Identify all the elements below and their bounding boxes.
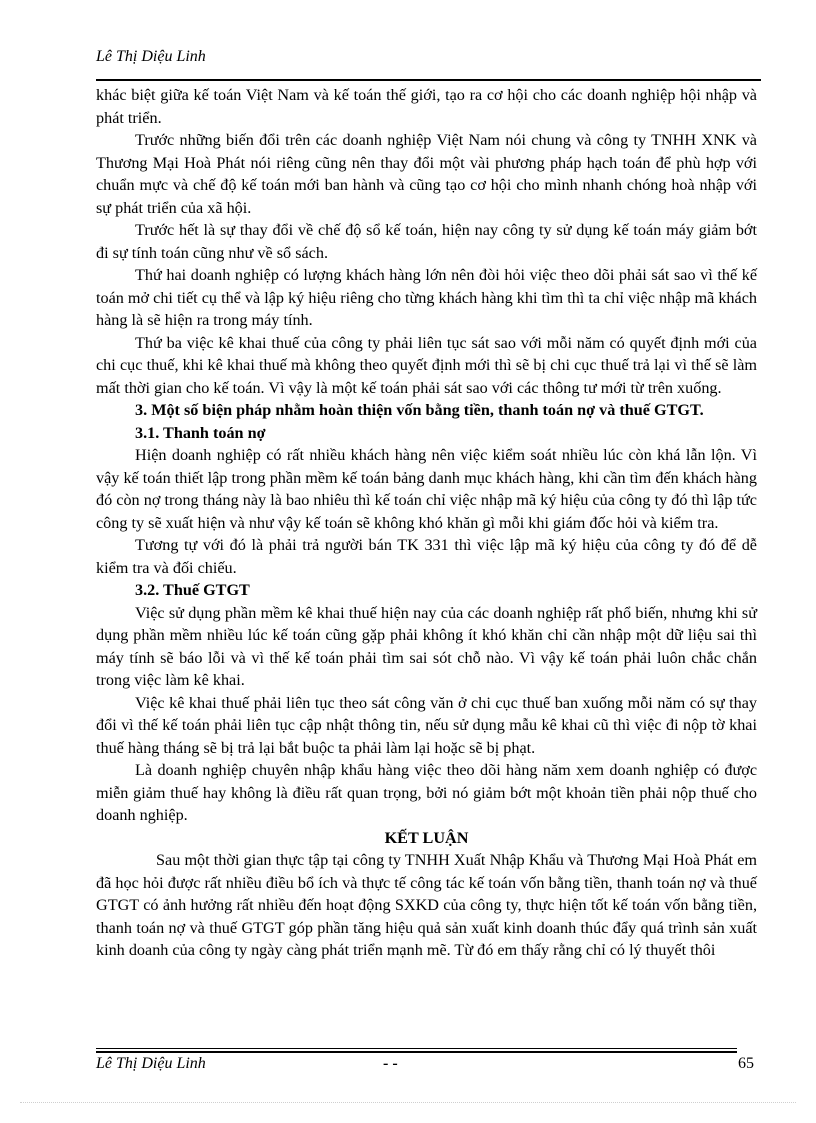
paragraph: Việc kê khai thuế phải liên tục theo sát công văn ở chi cục thuế ban xuống mỗi năm có sự thay đổi vì thế kế toán phải liên tục cập nhật thông tin, nếu sử dụng mẫu kê khai cũ thì việc đi nộp tờ khai thuế hàng tháng sẽ bị trả lại bắt buộc ta phải làm lại hoặc sẽ bị phạt.	[96, 693, 757, 757]
footer-center-mark: - -	[383, 1055, 398, 1072]
paragraph: Tương tự với đó là phải trả người bán TK 331 thì việc lập mã ký hiệu của công ty đó để dễ kiểm tra và đối chiếu.	[96, 536, 757, 577]
conclusion-heading: KẾT LUẬN	[384, 828, 469, 847]
paragraph: Là doanh nghiệp chuyên nhập khẩu hàng việc theo dõi hàng năm xem doanh nghiệp có được miễn giảm thuế hay không là điều rất quan trọng, bởi nó giảm bớt một khoản tiền phải nộp thuế cho doanh nghiệp.	[96, 761, 757, 824]
paragraph: Hiện doanh nghiệp có rất nhiều khách hàng nên việc kiểm soát nhiều lúc còn khá lẫn lộn. Vì vậy kế toán thiết lập trong phần mềm kế toán bảng danh mục khách hàng, khi cần tìm đến khách hàng đó còn nợ trong tháng này là bao nhiêu thì kế toán chỉ việc nhập mã ký hiệu của công ty đó thì lập tức công ty sẽ xuất hiện và như vậy kế toán sẽ không khó khăn gì mỗi khi giám đốc hỏi và kiểm tra.	[96, 446, 757, 532]
footer-rule	[96, 1051, 737, 1053]
paragraph: Thứ ba việc kê khai thuế của công ty phải liên tục sát sao với mỗi năm có quyết định mới của chi cục thuế, khi kê khai thuế mà không theo quyết định mới thì sẽ bị chi cục thuế trả lại vì thế sẽ làm mất thời gian cho kế toán. Vì vậy là một kế toán phải sát sao với các thông tư mới từ trên xuống.	[96, 333, 757, 397]
paragraph-continuation: khác biệt giữa kế toán Việt Nam và kế toán thế giới, tạo ra cơ hội cho các doanh nghiệp hội nhập và phát triển.	[96, 86, 757, 127]
page-bottom-divider	[20, 1102, 796, 1103]
paragraph: Thứ hai doanh nghiệp có lượng khách hàng lớn nên đòi hỏi việc theo dõi phải sát sao vì thế kế toán mở chi tiết cụ thể và lập ký hiệu riêng cho từng khách hàng khi tìm thì ta chỉ việc nhập mã khách hàng là sẽ hiện ra trong máy tính.	[96, 266, 757, 329]
page-number: 65	[738, 1055, 754, 1072]
subsection-heading: 3.2. Thuế GTGT	[135, 581, 250, 599]
footer-author: Lê Thị Diệu Linh	[96, 1055, 206, 1072]
subsection-heading: 3.1. Thanh toán nợ	[135, 423, 266, 442]
header-author: Lê Thị Diệu Linh	[96, 48, 206, 65]
footer-rule	[96, 1048, 737, 1049]
header-rule	[96, 79, 761, 81]
paragraph: Sau một thời gian thực tập tại công ty TNHH Xuất Nhập Khẩu và Thương Mại Hoà Phát em đã học hỏi được rất nhiều điều bổ ích và thực tế công tác kế toán vốn bằng tiền, thanh toán nợ và thuế GTGT có ảnh hưởng rất nhiều đến hoạt động SXKD của công ty, thực hiện tốt kế toán vốn bằng tiền, thanh toán nợ và thuế GTGT góp phần tăng hiệu quả sản xuất kinh doanh thúc đẩy quá trình sản xuất kinh doanh của công ty ngày càng phát triển mạnh mẽ. Từ đó em thấy rằng chỉ có lý thuyết thôi	[96, 851, 757, 959]
paragraph: Việc sử dụng phần mềm kê khai thuế hiện nay của các doanh nghiệp rất phổ biến, nhưng khi sử dụng phần mềm nhiều lúc kế toán cũng gặp phải không ít khó khăn chỉ cần nhập một dữ liệu sai thì máy tính sẽ báo lỗi và vì thế kế toán phải tìm sai sót chỗ nào. Vì vậy kế toán phải luôn chắc chắn trong việc làm kê khai.	[96, 603, 757, 689]
section-heading: 3. Một số biện pháp nhằm hoàn thiện vốn bằng tiền, thanh toán nợ và thuế GTGT.	[135, 401, 704, 419]
paragraph: Trước những biến đổi trên các doanh nghiệp Việt Nam nói chung và công ty TNHH XNK và Thương Mại Hoà Phát nói riêng cũng nên thay đổi một vài phương pháp hạch toán để phù hợp với chuẩn mực và chế độ kế toán mới ban hành và cũng tạo cơ hội cho mình nhanh chóng hoà nhập với sự phát triển của xã hội.	[96, 131, 757, 217]
paragraph: Trước hết là sự thay đổi về chế độ sổ kế toán, hiện nay công ty sử dụng kế toán máy giảm bớt đi sự tính toán cũng như về sổ sách.	[96, 221, 757, 262]
document-body	[96, 84, 757, 962]
